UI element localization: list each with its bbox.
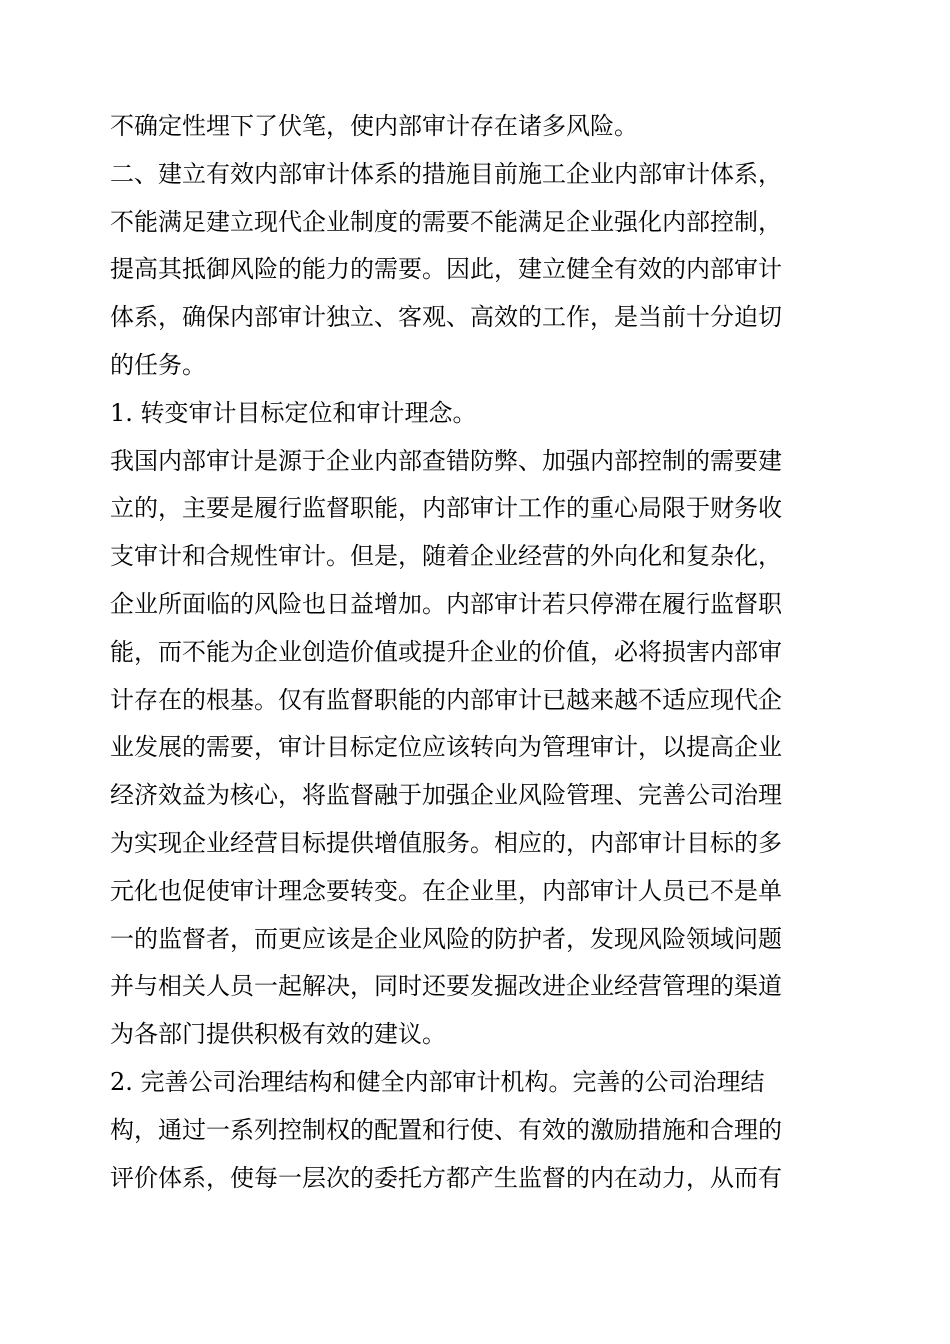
text-line: 的任务。 xyxy=(110,350,206,379)
text-line: 立的，主要是履行监督职能，内部审计工作的重心局限于财务收 xyxy=(110,494,782,523)
text-line: 计存在的根基。仅有监督职能的内部审计已越来越不适应现代企 xyxy=(110,685,782,714)
text-line: 评价体系，使每一层次的委托方都产生监督的内在动力，从而有 xyxy=(110,1163,782,1192)
text-line: 一的监督者，而更应该是企业风险的防护者，发现风险领域问题 xyxy=(110,924,782,953)
text-line: 能，而不能为企业创造价值或提升企业的价值，必将损害内部审 xyxy=(110,637,782,666)
text-line: 我国内部审计是源于企业内部查错防弊、加强内部控制的需要建 xyxy=(110,446,782,475)
text-line: 构，通过一系列控制权的配置和行使、有效的激励措施和合理的 xyxy=(110,1115,782,1144)
text-line: 并与相关人员一起解决，同时还要发掘改进企业经营管理的渠道 xyxy=(110,972,782,1001)
text-line: 支审计和合规性审计。但是，随着企业经营的外向化和复杂化， xyxy=(110,542,782,571)
section-heading: 2. 完善公司治理结构和健全内部审计机构。完善的公司治理结 xyxy=(110,1067,765,1096)
text-line: 二、建立有效内部审计体系的措施目前施工企业内部审计体系， xyxy=(110,159,782,188)
text-line: 体系，确保内部审计独立、客观、高效的工作，是当前十分迫切 xyxy=(110,303,782,332)
text-line: 为实现企业经营目标提供增值服务。相应的，内部审计目标的多 xyxy=(110,828,782,857)
text-line: 业发展的需要，审计目标定位应该转向为管理审计，以提高企业 xyxy=(110,733,782,762)
text-line: 不能满足建立现代企业制度的需要不能满足企业强化内部控制， xyxy=(110,207,782,236)
text-line: 提高其抵御风险的能力的需要。因此，建立健全有效的内部审计 xyxy=(110,255,782,284)
text-line: 不确定性埋下了伏笔，使内部审计存在诸多风险。 xyxy=(110,112,638,140)
section-heading: 1. 转变审计目标定位和审计理念。 xyxy=(110,398,477,427)
text-line: 为各部门提供积极有效的建议。 xyxy=(110,1020,446,1049)
text-line: 企业所面临的风险也日益增加。内部审计若只停滞在履行监督职 xyxy=(110,589,782,618)
text-line: 经济效益为核心，将监督融于加强企业风险管理、完善公司治理 xyxy=(110,781,782,810)
text-line: 元化也促使审计理念要转变。在企业里，内部审计人员已不是单 xyxy=(110,876,782,905)
document-body xyxy=(110,103,840,1202)
